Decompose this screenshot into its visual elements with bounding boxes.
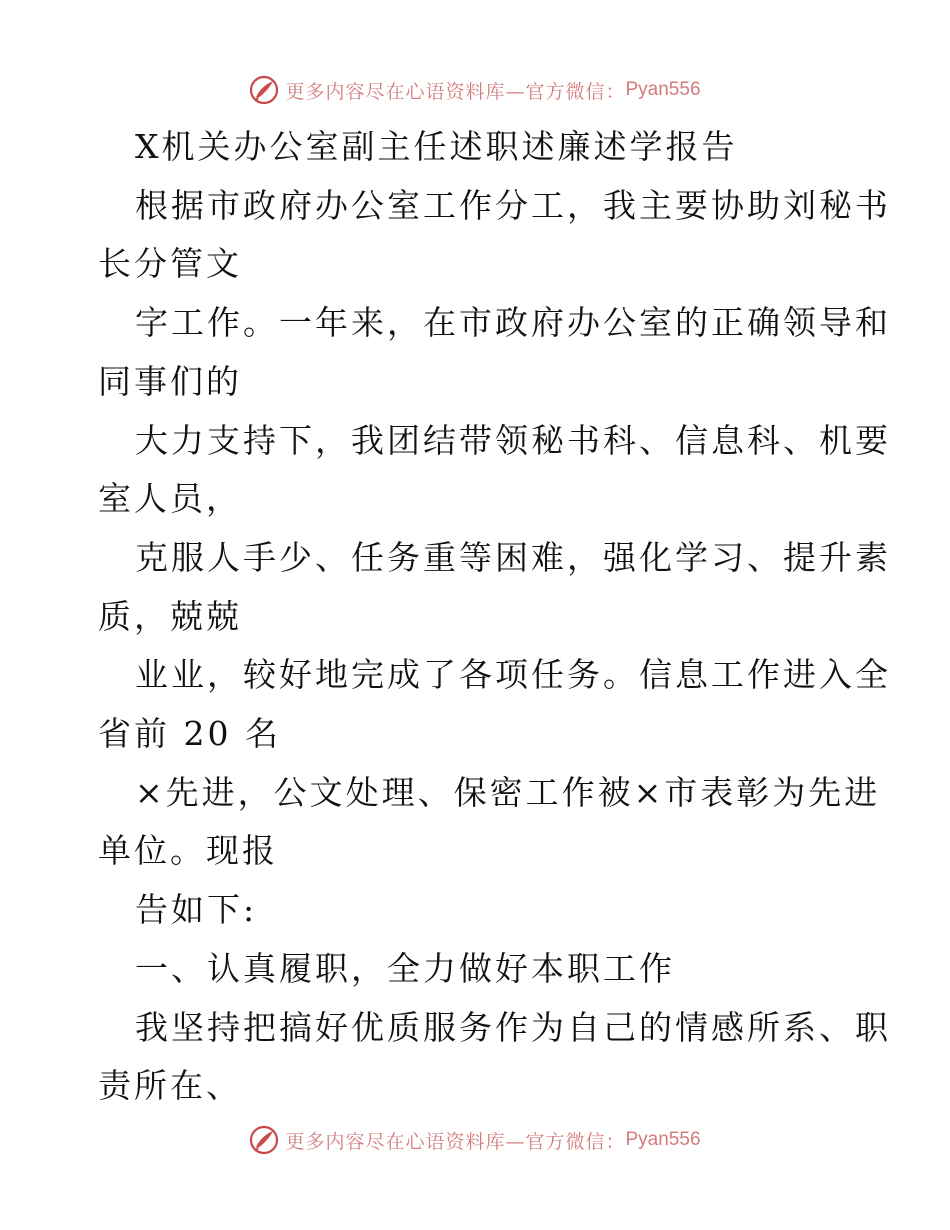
text-line: ×先进，公文处理、保密工作被×市表彰为先进: [135, 772, 881, 812]
text-line: 单位。现报: [98, 831, 278, 871]
text-line: 大力支持下，我团结带领秘书科、信息科、机要: [135, 420, 891, 460]
text-line: 告如下:: [135, 890, 258, 930]
quill-logo-icon: [249, 75, 279, 105]
watermark-wechat-id: Pyan556: [625, 79, 701, 100]
document-body: [98, 118, 891, 1116]
text-line: 省前 20 名: [98, 714, 281, 754]
text-line: 同事们的: [98, 361, 242, 401]
watermark-text: 更多内容尽在心语资料库—官方微信：: [285, 1130, 626, 1153]
footer-watermark: [0, 1122, 950, 1158]
text-line: 质，兢兢: [98, 596, 242, 636]
document-title: X机关办公室副主任述职述廉述学报告: [135, 127, 738, 166]
text-line: 克服人手少、任务重等困难，强化学习、提升素: [135, 537, 891, 577]
watermark-wechat-id: Pyan556: [625, 1129, 701, 1150]
watermark-text: 更多内容尽在心语资料库—官方微信：: [285, 80, 626, 103]
text-line: 根据市政府办公室工作分工，我主要协助刘秘书: [135, 185, 891, 225]
header-watermark: [0, 72, 950, 108]
text-line: 室人员，: [98, 479, 242, 519]
text-line: 业业，较好地完成了各项任务。信息工作进入全: [135, 655, 891, 695]
text-line: 字工作。一年来，在市政府办公室的正确领导和: [135, 303, 891, 343]
quill-logo-icon: [249, 1125, 279, 1155]
text-line: 我坚持把搞好优质服务作为自己的情感所系、职: [135, 1007, 891, 1047]
text-line: 长分管文: [98, 244, 242, 284]
text-line: 责所在、: [98, 1066, 242, 1106]
text-line: 一、认真履职，全力做好本职工作: [135, 948, 675, 988]
